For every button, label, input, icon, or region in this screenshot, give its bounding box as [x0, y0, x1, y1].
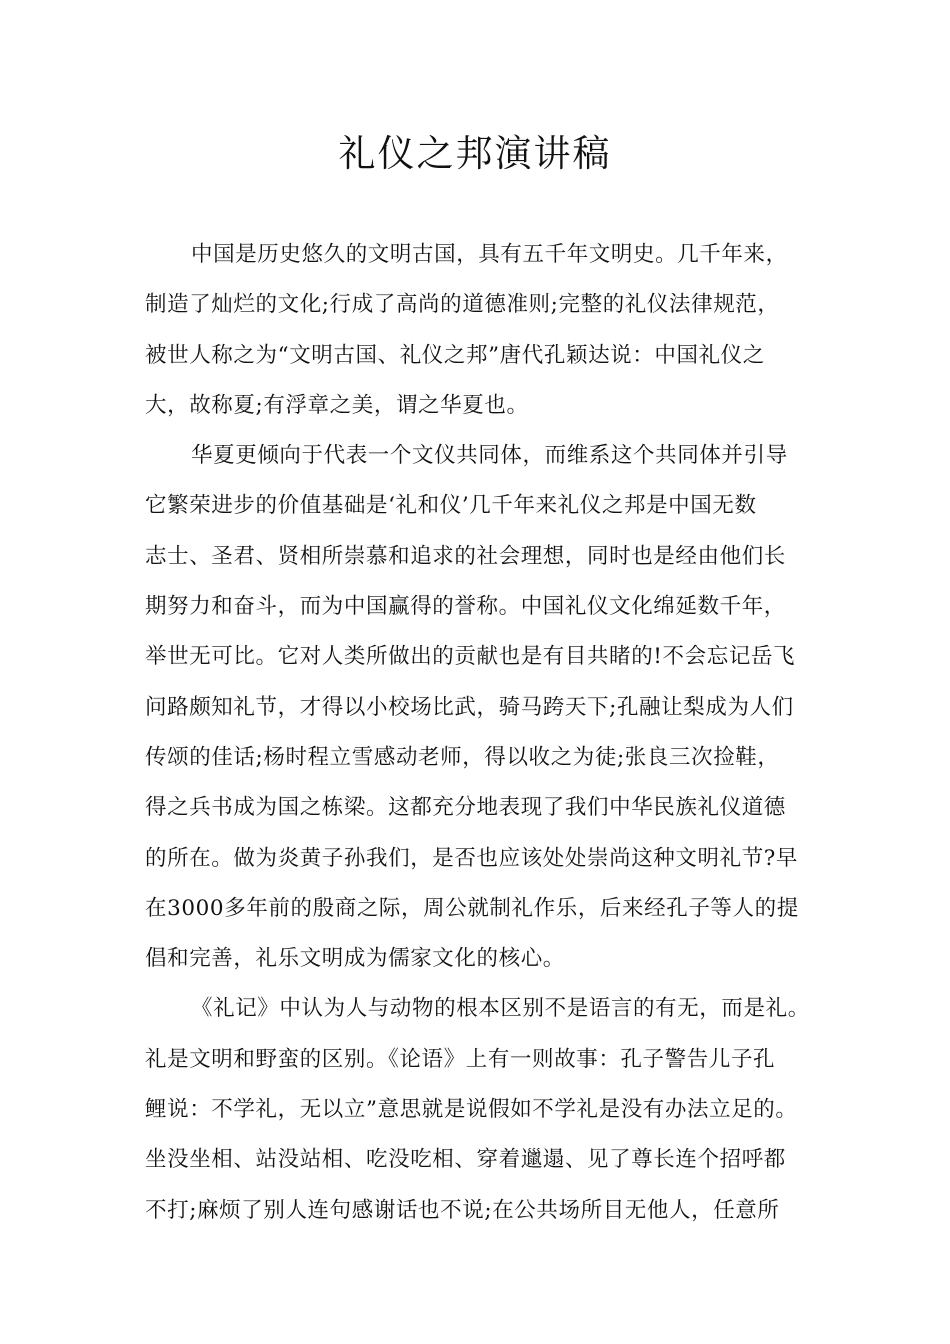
paragraph-line: 不打;麻烦了别人连句感谢话也不说;在公共场所目无他人，任意所 [145, 1197, 780, 1223]
paragraph-line: 得之兵书成为国之栋梁。这都充分地表现了我们中华民族礼仪道德 [145, 795, 786, 821]
paragraph-line: 问路颇知礼节，才得以小校场比武，骑马跨天下;孔融让梨成为人们 [145, 694, 794, 720]
paragraph-line: 礼是文明和野蛮的区别。《论语》上有一则故事：孔子警告儿子孔 [145, 1046, 776, 1072]
paragraph-line: 被世人称之为“文明古国、礼仪之邦”唐代孔颖达说：中国礼仪之 [145, 342, 765, 368]
paragraph-line: 《礼记》中认为人与动物的根本区别不是语言的有无，而是礼。 [191, 996, 810, 1022]
paragraph-line: 传颂的佳话;杨时程立雪感动老师，得以收之为徒;张良三次捡鞋， [145, 744, 780, 770]
paragraph-line: 它繁荣进步的价值基础是‘礼和仪’几千年来礼仪之邦是中国无数 [145, 493, 757, 519]
paragraph-line: 在3000多年前的殷商之际，周公就制礼作乐，后来经孔子等人的提 [145, 895, 799, 921]
paragraph-line: 鲤说：不学礼，无以立”意思就是说假如不学礼是没有办法立足的。 [145, 1097, 798, 1123]
document-title: 礼仪之邦演讲稿 [338, 132, 612, 175]
paragraph-line: 举世无可比。它对人类所做出的贡献也是有目共睹的!不会忘记岳飞 [145, 644, 796, 670]
paragraph-line: 期努力和奋斗，而为中国赢得的誉称。中国礼仪文化绵延数千年， [145, 594, 786, 620]
paragraph-line: 制造了灿烂的文化;行成了高尚的道德准则;完整的礼仪法律规范， [145, 292, 780, 318]
paragraph-line: 华夏更倾向于代表一个文仪共同体，而维系这个共同体并引导 [191, 443, 788, 469]
paragraph-line: 志士、圣君、贤相所崇慕和追求的社会理想，同时也是经由他们长 [145, 543, 786, 569]
paragraph-line: 的所在。做为炎黄子孙我们，是否也应该处处崇尚这种文明礼节?早 [145, 845, 799, 871]
document-body [145, 230, 825, 1236]
paragraph-line: 倡和完善，礼乐文明成为儒家文化的核心。 [145, 946, 565, 972]
paragraph-line: 大，故称夏;有浮章之美，谓之华夏也。 [145, 392, 529, 418]
paragraph-line: 坐没坐相、站没站相、吃没吃相、穿着邋遢、见了尊长连个招呼都 [145, 1147, 786, 1173]
paragraph-line: 中国是历史悠久的文明古国，具有五千年文明史。几千年来， [191, 242, 788, 267]
